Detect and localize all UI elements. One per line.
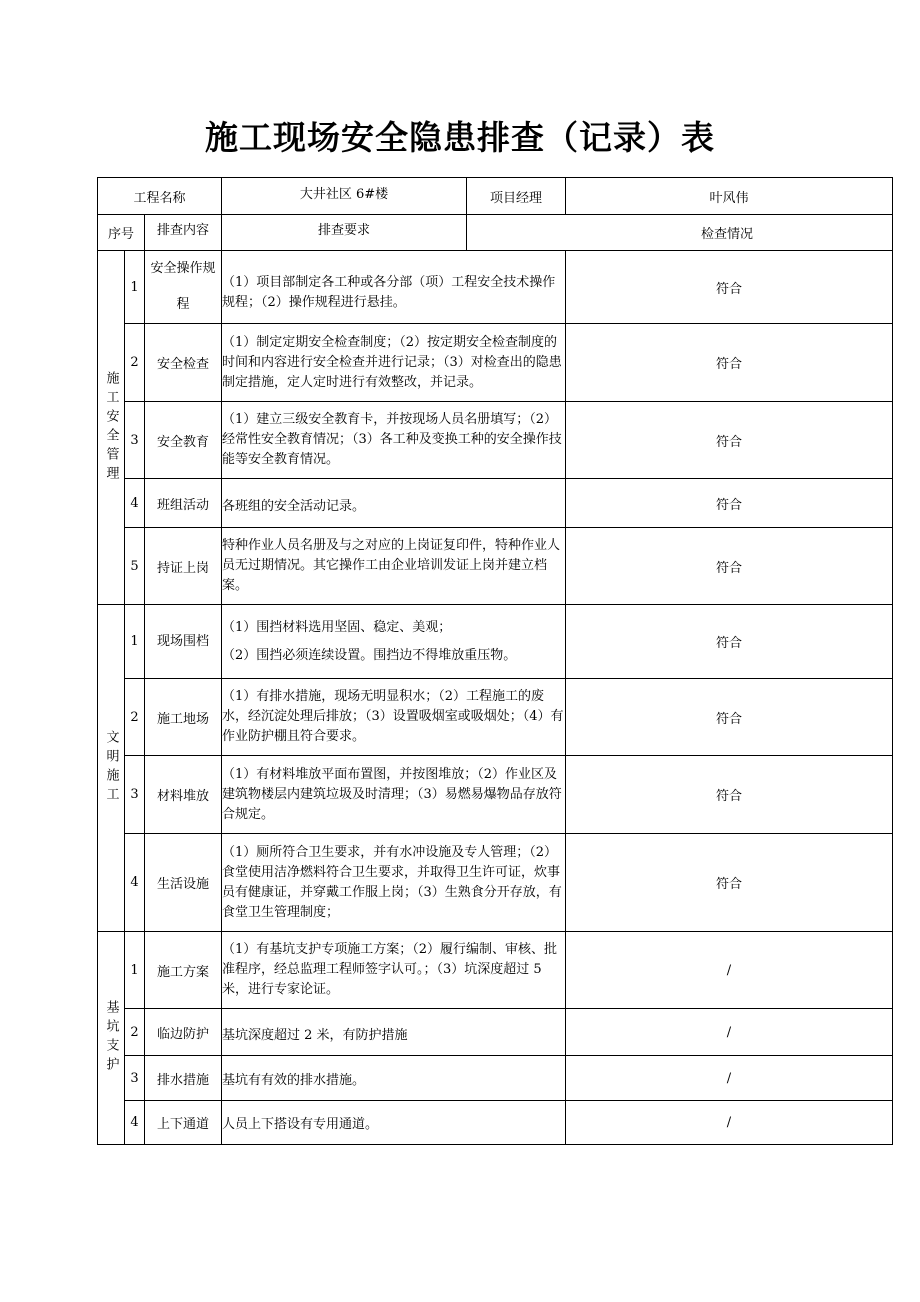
row-result: / <box>566 1056 893 1101</box>
table-row <box>98 324 893 402</box>
row-requirement: （1）建立三级安全教育卡，并按现场人员名册填写；（2）经常性安全教育情况；（3）各工种及变换工种的安全操作技能等安全教育情况。 <box>222 402 566 479</box>
requirement-line: （1）围挡材料选用坚固、稳定、美观； <box>222 619 452 635</box>
category-label: 施工安全管理 <box>103 370 119 485</box>
table-row <box>98 756 893 834</box>
row-no: 1 <box>125 932 145 1009</box>
col-header-result: 检查情况 <box>467 215 893 251</box>
table-row <box>98 834 893 932</box>
row-item: 临边防护 <box>145 1009 222 1056</box>
row-no: 4 <box>125 479 145 528</box>
row-item: 排水措施 <box>145 1056 222 1101</box>
category-cell <box>98 605 125 932</box>
row-no: 3 <box>125 756 145 834</box>
row-result: 符合 <box>566 402 893 479</box>
row-result: 符合 <box>566 756 893 834</box>
table-row <box>98 679 893 756</box>
row-result: 符合 <box>566 605 893 679</box>
row-no: 5 <box>125 528 145 605</box>
col-header-no: 序号 <box>98 215 145 251</box>
table-row <box>98 1056 893 1101</box>
row-item: 施工地场 <box>145 679 222 756</box>
row-result: 符合 <box>566 679 893 756</box>
row-no: 2 <box>125 679 145 756</box>
table-row <box>98 1009 893 1056</box>
row-result: / <box>566 1009 893 1056</box>
row-requirement: （1）有排水措施，现场无明显积水；（2）工程施工的废水，经沉淀处理后排放；（3）设置吸烟室或吸烟处；（4）有作业防护棚且符合要求。 <box>222 679 566 756</box>
row-item: 施工方案 <box>145 932 222 1009</box>
project-name-value: 大井社区 6#楼 <box>222 178 467 215</box>
row-result: 符合 <box>566 834 893 932</box>
row-no: 2 <box>125 324 145 402</box>
row-requirement: （1）制定定期安全检查制度；（2）按定期安全检查制度的时间和内容进行安全检查并进行记录；（3）对检查出的隐患制定措施，定人定时进行有效整改，并记录。 <box>222 324 566 402</box>
table-row <box>98 251 893 324</box>
row-no: 4 <box>125 1101 145 1145</box>
row-requirement: （1）有材料堆放平面布置图，并按图堆放；（2）作业区及建筑物楼层内建筑垃圾及时清理；（3）易燃易爆物品存放符合规定。 <box>222 756 566 834</box>
row-requirement: 各班组的安全活动记录。 <box>222 479 566 528</box>
row-no: 3 <box>125 1056 145 1101</box>
column-header-row <box>98 215 893 251</box>
table-row <box>98 402 893 479</box>
row-no: 3 <box>125 402 145 479</box>
manager-label: 项目经理 <box>467 178 566 215</box>
row-requirement: （1）有基坑支护专项施工方案；（2）履行编制、审核、批准程序，经总监理工程师签字认可。；（3）坑深度超过 5 米，进行专家论证。 <box>222 932 566 1009</box>
category-cell <box>98 251 125 605</box>
row-requirement: 基坑有有效的排水措施。 <box>222 1056 566 1101</box>
project-info-row <box>98 178 893 215</box>
row-result: 符合 <box>566 479 893 528</box>
table-row <box>98 932 893 1009</box>
row-no: 1 <box>125 251 145 324</box>
row-item: 持证上岗 <box>145 528 222 605</box>
row-requirement: （1）厕所符合卫生要求，并有水冲设施及专人管理；（2）食堂使用洁净燃料符合卫生要求，并取得卫生许可证，炊事员有健康证，并穿戴工作服上岗；（3）生熟食分开存放，有食堂卫生管理制度； <box>222 834 566 932</box>
row-requirement <box>222 605 566 679</box>
row-requirement: 特种作业人员名册及与之对应的上岗证复印件，特种作业人员无过期情况。其它操作工由企业培训发证上岗并建立档案。 <box>222 528 566 605</box>
row-result: 符合 <box>566 528 893 605</box>
row-item: 现场围档 <box>145 605 222 679</box>
category-label: 基坑支护 <box>103 1000 119 1076</box>
row-item: 安全教育 <box>145 402 222 479</box>
page-title: 施工现场安全隐患排查（记录）表 <box>205 118 715 157</box>
manager-value: 叶风伟 <box>566 178 893 215</box>
row-requirement: 基坑深度超过 2 米，有防护措施 <box>222 1009 566 1056</box>
row-result: / <box>566 932 893 1009</box>
table-row <box>98 528 893 605</box>
row-no: 4 <box>125 834 145 932</box>
row-item: 上下通道 <box>145 1101 222 1145</box>
row-item: 班组活动 <box>145 479 222 528</box>
col-header-requirement: 排查要求 <box>222 215 467 251</box>
category-label: 文明施工 <box>103 730 119 806</box>
row-requirement: （1）项目部制定各工种或各分部（项）工程安全技术操作规程；（2）操作规程进行悬挂。 <box>222 251 566 324</box>
row-result: 符合 <box>566 324 893 402</box>
row-result: 符合 <box>566 251 893 324</box>
row-requirement: 人员上下搭设有专用通道。 <box>222 1101 566 1145</box>
row-result: / <box>566 1101 893 1145</box>
inspection-table <box>97 177 893 1145</box>
row-item: 安全检查 <box>145 324 222 402</box>
row-item: 安全操作规程 <box>145 251 222 324</box>
requirement-line: （2）围挡必须连续设置。围挡边不得堆放重压物。 <box>222 647 517 663</box>
table-row <box>98 479 893 528</box>
row-no: 1 <box>125 605 145 679</box>
row-item: 生活设施 <box>145 834 222 932</box>
project-name-label: 工程名称 <box>98 178 222 215</box>
table-row <box>98 605 893 679</box>
table-row <box>98 1101 893 1145</box>
category-cell <box>98 932 125 1145</box>
col-header-content: 排查内容 <box>145 215 222 251</box>
row-no: 2 <box>125 1009 145 1056</box>
row-item: 材料堆放 <box>145 756 222 834</box>
